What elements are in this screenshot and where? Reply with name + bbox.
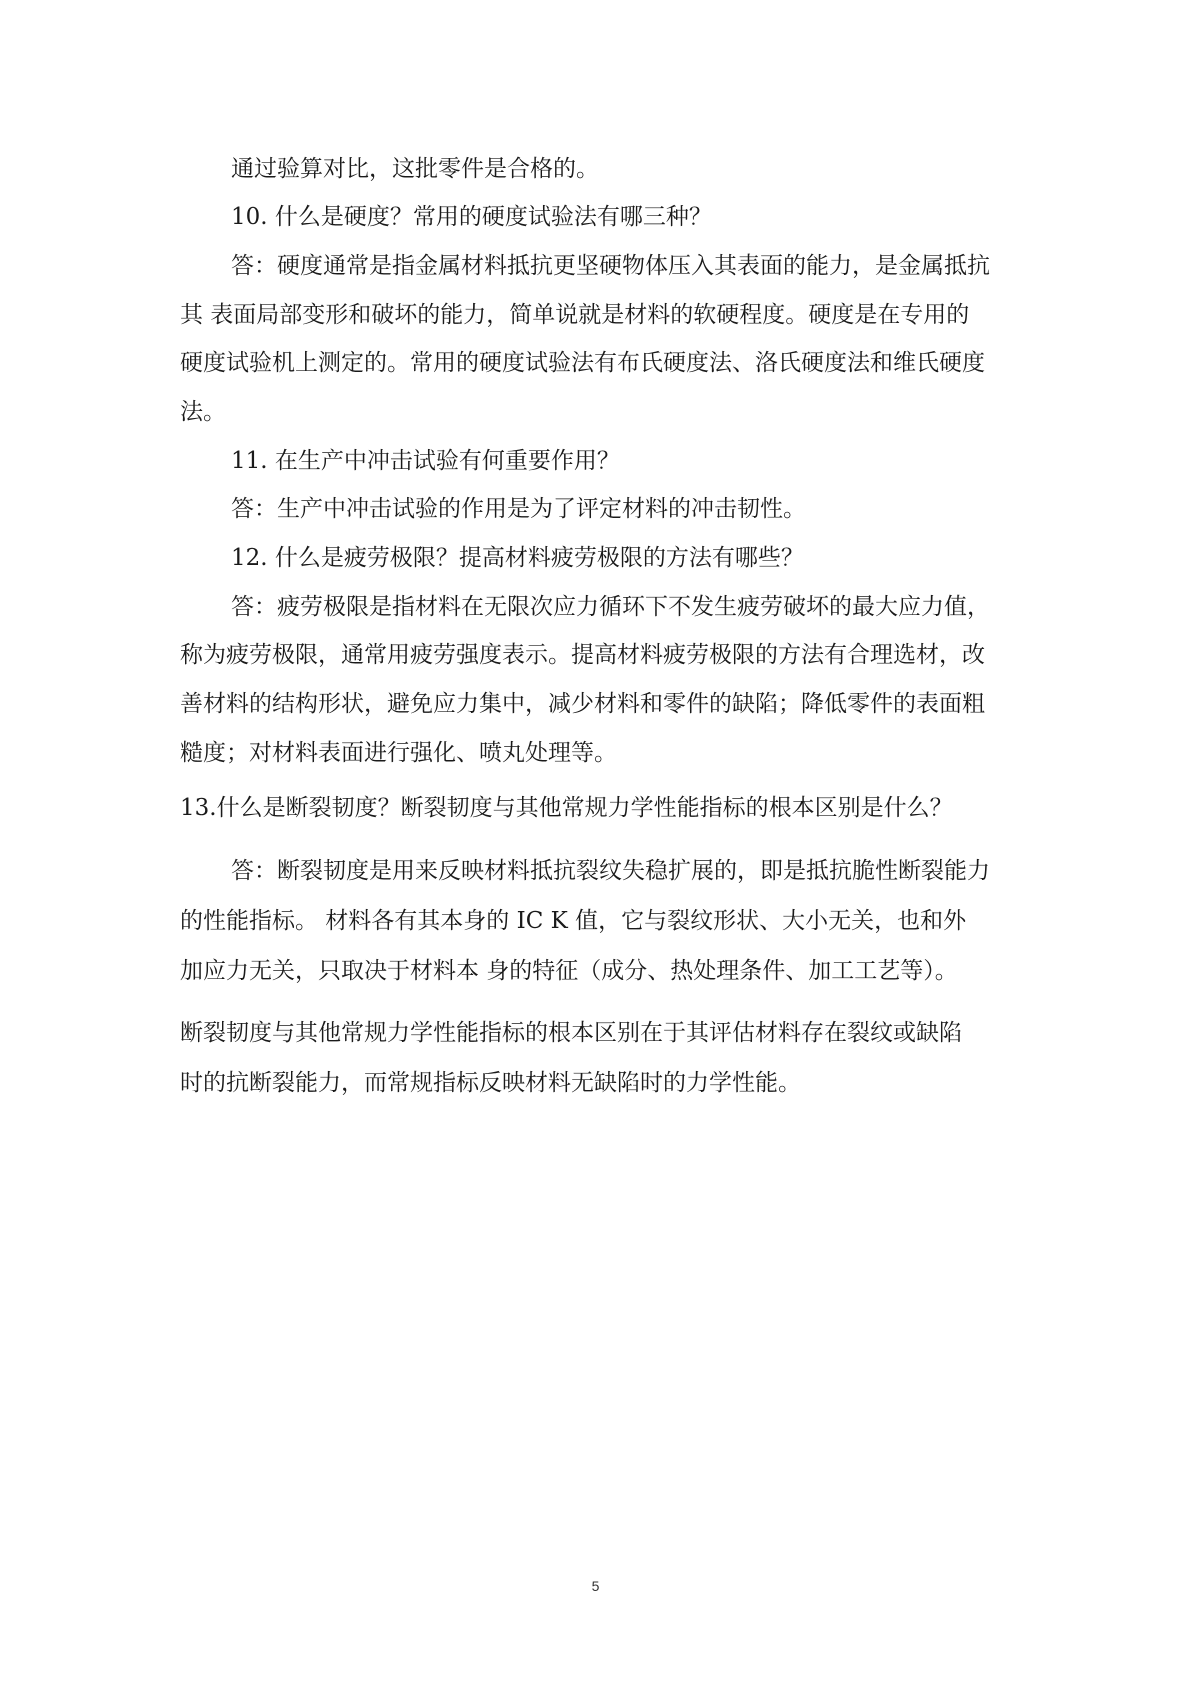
answer-10-line-2: 其 表面局部变形和破坏的能力，简单说就是材料的软硬程度。硬度是在专用的 [180,302,970,328]
answer-13-line-3: 加应力无关，只取决于材料本 身的特征（成分、热处理条件、加工工艺等）。 [180,958,958,984]
answer-12-line-3: 善材料的结构形状，避免应力集中，减少材料和零件的缺陷；降低零件的表面粗 [180,691,985,717]
answer-12-line-1: 答：疲劳极限是指材料在无限次应力循环下不发生疲劳破坏的最大应力值， [231,594,990,620]
answer-12-line-4: 糙度；对材料表面进行强化、喷丸处理等。 [180,740,617,766]
question-11: 11. 在生产中冲击试验有何重要作用？ [231,448,620,474]
text-line-1: 通过验算对比，这批零件是合格的。 [231,156,599,182]
answer-13-line-4: 断裂韧度与其他常规力学性能指标的根本区别在于其评估材料存在裂纹或缺陷 [180,1020,962,1046]
answer-13-line-2: 的性能指标。 材料各有其本身的 IC K 值，它与裂纹形状、大小无关，也和外 [180,908,967,934]
answer-13-line-5: 时的抗断裂能力，而常规指标反映材料无缺陷时的力学性能。 [180,1070,801,1096]
answer-11: 答：生产中冲击试验的作用是为了评定材料的冲击韧性。 [231,496,806,522]
question-13: 13.什么是断裂韧度？断裂韧度与其他常规力学性能指标的根本区别是什么？ [180,795,953,821]
answer-10-line-3: 硬度试验机上测定的。常用的硬度试验法有布氏硬度法、洛氏硬度法和维氏硬度 [180,350,985,376]
answer-10-line-4: 法。 [180,399,226,425]
question-12: 12. 什么是疲劳极限？提高材料疲劳极限的方法有哪些？ [231,545,804,571]
answer-13-line-1: 答：断裂韧度是用来反映材料抵抗裂纹失稳扩展的，即是抵抗脆性断裂能力 [231,858,990,884]
page-number: 5 [591,1578,600,1594]
question-10: 10. 什么是硬度？常用的硬度试验法有哪三种？ [231,204,712,230]
answer-10-line-1: 答：硬度通常是指金属材料抵抗更坚硬物体压入其表面的能力，是金属抵抗 [231,253,990,279]
answer-12-line-2: 称为疲劳极限，通常用疲劳强度表示。提高材料疲劳极限的方法有合理选材，改 [180,642,985,668]
